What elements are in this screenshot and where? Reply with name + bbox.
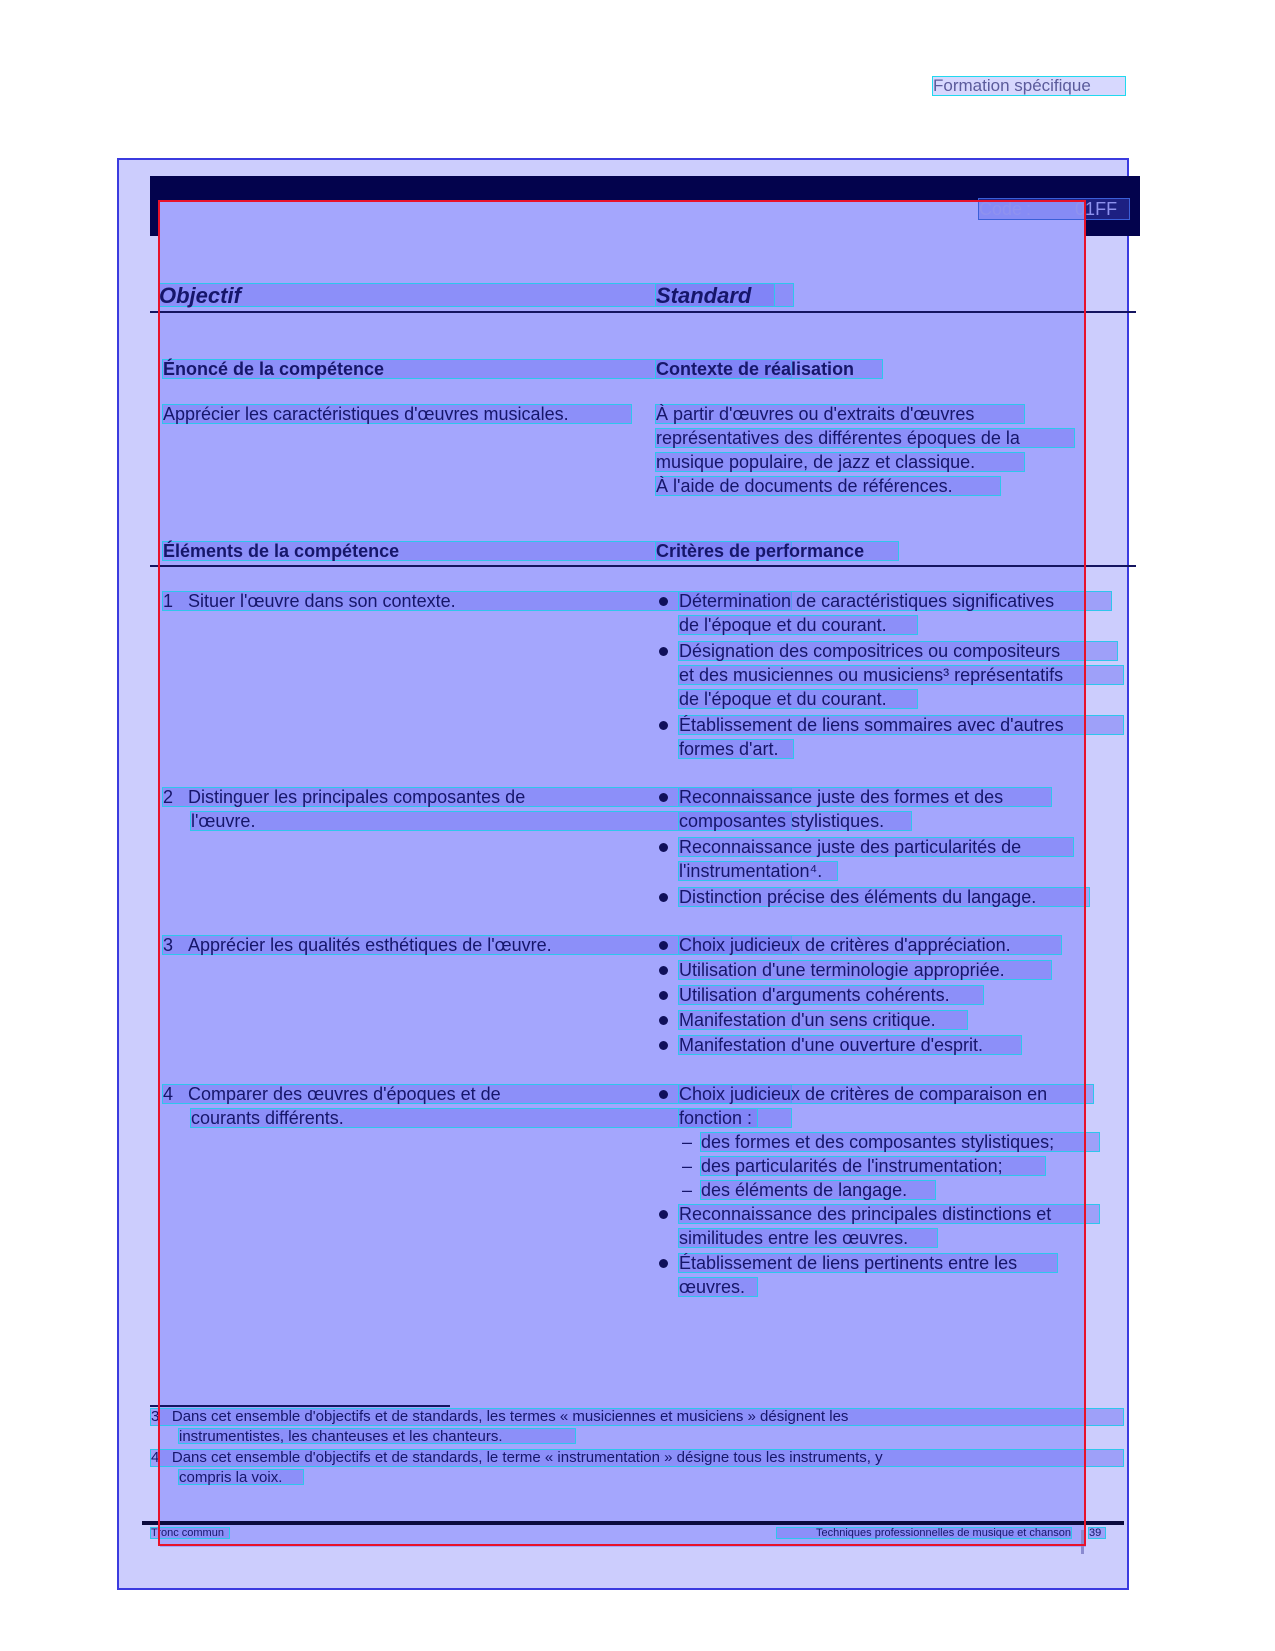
enonce-title: Énoncé de la compétence: [162, 359, 792, 379]
element-number: 2: [163, 787, 174, 807]
contexte-line: représentatives des différentes époques de la: [655, 428, 1075, 448]
criterion-line: Utilisation d'une terminologie appropriée.: [678, 960, 1052, 980]
section-header: Formation spécifique: [932, 76, 1126, 96]
criterion-line: similitudes entre les œuvres.: [678, 1228, 938, 1248]
criterion-line: Manifestation d'une ouverture d'esprit.: [678, 1035, 1022, 1055]
contexte-line: À partir d'œuvres ou d'extraits d'œuvres: [655, 404, 1025, 424]
footnote-text: compris la voix.: [178, 1469, 304, 1485]
element-number: 3: [163, 935, 174, 955]
criterion-line: de l'époque et du courant.: [678, 689, 918, 709]
element-number: 4: [163, 1084, 174, 1104]
criteres-title: Critères de performance: [655, 541, 899, 561]
footer-right: Techniques professionnelles de musique et chanson: [776, 1527, 1072, 1539]
contexte-title: Contexte de réalisation: [655, 359, 883, 379]
dash-icon: –: [682, 1180, 693, 1200]
footnote-text: instrumentistes, les chanteuses et les chanteurs.: [178, 1428, 576, 1444]
criterion-line: formes d'art.: [678, 739, 794, 759]
element-text: Apprécier les qualités esthétiques de l'œuvre.: [188, 935, 552, 955]
criterion-line: de l'époque et du courant.: [678, 615, 918, 635]
page-number: 39: [1088, 1527, 1106, 1539]
footer-left: Tronc commun: [150, 1527, 230, 1539]
contexte-line: À l'aide de documents de références.: [655, 476, 1001, 496]
elements-title: Éléments de la compétence: [162, 541, 792, 561]
criterion-line: et des musiciennes ou musiciens³ représentatifs: [678, 665, 1124, 685]
enonce-text: Apprécier les caractéristiques d'œuvres musicales.: [162, 404, 632, 424]
criterion-line: Établissement de liens sommaires avec d'autres: [678, 715, 1124, 735]
element-text: l'œuvre.: [190, 811, 792, 831]
element-text: Distinguer les principales composantes de: [188, 787, 526, 807]
element-text: courants différents.: [190, 1108, 792, 1128]
criterion-line: Établissement de liens pertinents entre les: [678, 1253, 1058, 1273]
contexte-line: musique populaire, de jazz et classique.: [655, 452, 1025, 472]
selection-outline: [158, 200, 1086, 1546]
criterion-line: Choix judicieux de critères de comparaison en: [678, 1084, 1094, 1104]
code-value: 01FF: [1075, 199, 1118, 219]
footnote-text: Dans cet ensemble d'objectifs et de standards, le terme « instrumentation » désigne tous les instruments, y: [171, 1449, 883, 1466]
criterion-line: Désignation des compositrices ou compositeurs: [678, 641, 1118, 661]
element-number: 1: [163, 591, 174, 611]
criterion-line: œuvres.: [678, 1277, 758, 1297]
standard-heading: Standard: [655, 283, 775, 307]
dash-icon: –: [682, 1156, 693, 1176]
objectif-heading: Objectif: [158, 283, 794, 307]
criterion-subline: des particularités de l'instrumentation;: [700, 1156, 1046, 1176]
element-text: Comparer des œuvres d'époques et de: [188, 1084, 501, 1104]
criterion-line: Choix judicieux de critères d'appréciation.: [678, 935, 1062, 955]
criterion-line: composantes stylistiques.: [678, 811, 912, 831]
criterion-line: fonction :: [678, 1108, 758, 1128]
code-label-text: Code: [979, 199, 1023, 219]
element-text: Situer l'œuvre dans son contexte.: [188, 591, 456, 611]
criterion-line: l'instrumentation⁴.: [678, 861, 838, 881]
footnote-number: 3: [151, 1408, 160, 1425]
code-separator: :: [1026, 199, 1032, 219]
dash-icon: –: [682, 1132, 693, 1152]
criterion-line: Utilisation d'arguments cohérents.: [678, 985, 984, 1005]
criterion-line: Manifestation d'un sens critique.: [678, 1010, 968, 1030]
footnote-number: 4: [151, 1449, 160, 1466]
criterion-line: Distinction précise des éléments du langage.: [678, 887, 1090, 907]
criterion-line: Détermination de caractéristiques significatives: [678, 591, 1112, 611]
criterion-subline: des formes et des composantes stylistiques;: [700, 1132, 1100, 1152]
criterion-subline: des éléments de langage.: [700, 1180, 936, 1200]
criterion-line: Reconnaissance des principales distinctions et: [678, 1204, 1100, 1224]
criterion-line: Reconnaissance juste des formes et des: [678, 787, 1052, 807]
criterion-line: Reconnaissance juste des particularités de: [678, 837, 1074, 857]
footnote-text: Dans cet ensemble d'objectifs et de standards, les termes « musiciennes et musiciens » désignent les: [171, 1408, 849, 1425]
